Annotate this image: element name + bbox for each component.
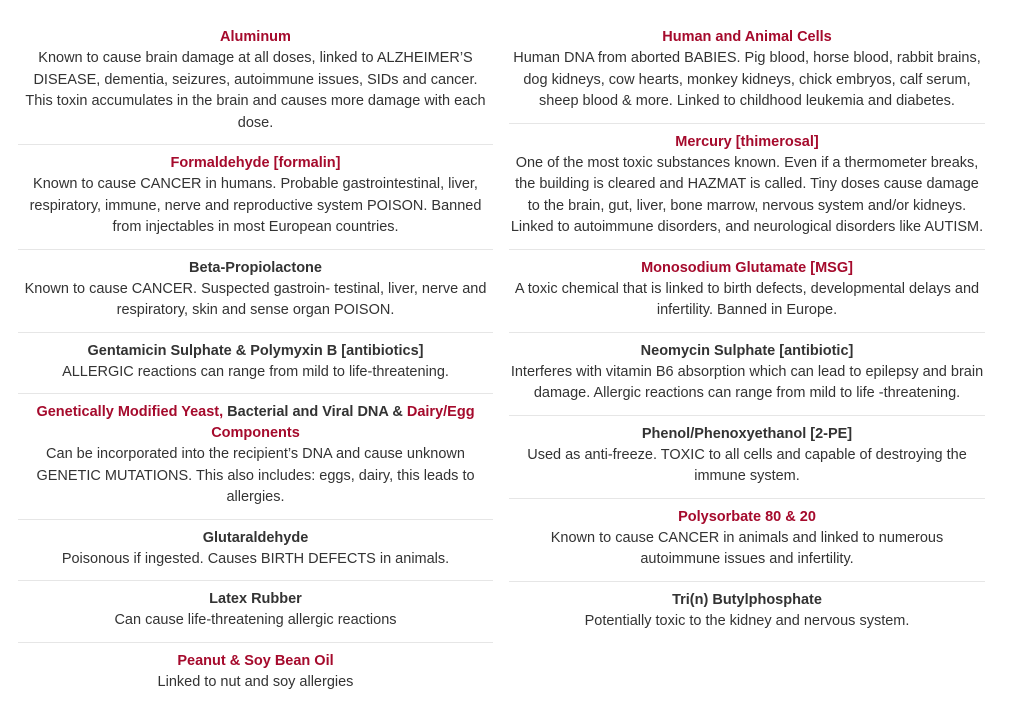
ingredient-description: A toxic chemical that is linked to birth defects, developmental delays and infertility. Banned in Europe. [514, 280, 980, 318]
ingredient-description: Known to cause CANCER. Suspected gastroin- testinal, liver, nerve and respiratory, skin and sense organ POISON. [24, 280, 487, 318]
ingredient-description: Linked to nut and soy allergies [157, 673, 354, 690]
ingredient-description: Potentially toxic to the kidney and nervous system. [584, 612, 910, 629]
ingredient-description: ALLERGIC reactions can range from mild to life-threatening. [62, 363, 449, 380]
title-part-dark: Bacterial and Viral DNA & [223, 404, 407, 420]
ingredient-description: Poisonous if ingested. Causes BIRTH DEFECTS in animals. [61, 550, 450, 567]
ingredient-title: Polysorbate 80 & 20 [678, 508, 816, 525]
ingredient-aluminum [18, 27, 493, 145]
ingredient-title: Human and Animal Cells [662, 29, 832, 45]
ingredient-description: Interferes with vitamin B6 absorption which can lead to epilepsy and brain damage. Allergic reactions can range from mild to life -threatening. [510, 363, 984, 401]
ingredient-phenol [509, 424, 985, 499]
ingredient-neomycin [509, 341, 985, 416]
ingredient-latex-rubber [18, 589, 493, 643]
ingredient-human-animal-cells [509, 27, 985, 124]
ingredient-description: Known to cause CANCER in humans. Probable gastrointestinal, liver, respiratory, immune, nerve and reproductive system POISON. Banned from injectables in most European countries. [29, 176, 482, 235]
ingredient-description: Can cause life-threatening allergic reactions [114, 612, 397, 628]
ingredient-title: Gentamicin Sulphate & Polymyxin B [antibiotics] [87, 342, 424, 359]
ingredient-polysorbate [509, 507, 985, 582]
ingredient-description: Used as anti-freeze. TOXIC to all cells and capable of destroying the immune system. [527, 446, 967, 484]
ingredient-description: Known to cause CANCER in animals and linked to numerous autoimmune issues and infertility. [550, 529, 944, 567]
title-part-red: Dairy/Egg Components [211, 404, 475, 441]
ingredient-beta-propiolactone [18, 258, 493, 333]
ingredient-gentamicin [18, 341, 493, 395]
ingredient-title: Aluminum [220, 29, 291, 45]
ingredient-title: Mercury [thimerosal] [675, 133, 819, 150]
ingredient-msg [509, 258, 985, 333]
ingredient-title [18, 402, 493, 444]
ingredient-formaldehyde [18, 153, 493, 250]
ingredient-title: Formaldehyde [formalin] [170, 155, 341, 171]
title-part-red: Genetically Modified Yeast, [36, 404, 224, 420]
ingredient-description: Known to cause brain damage at all doses, linked to ALZHEIMER’S DISEASE, dementia, seizures, autoimmune issues, SIDs and cancer. This toxin accumulates in the brain and causes more damage with each dose. [25, 50, 486, 131]
ingredient-title: Latex Rubber [209, 591, 302, 607]
ingredient-peanut-soy-oil [18, 651, 493, 704]
ingredient-title: Monosodium Glutamate [MSG] [641, 259, 853, 276]
ingredient-title: Beta-Propiolactone [189, 259, 322, 276]
right-column [509, 27, 985, 650]
ingredient-title: Peanut & Soy Bean Oil [177, 652, 334, 669]
left-column [18, 27, 493, 711]
ingredient-title: Tri(n) Butylphosphate [672, 591, 822, 608]
ingredient-description: Human DNA from aborted BABIES. Pig blood, horse blood, rabbit brains, dog kidneys, cow hearts, monkey kidneys, chick embryos, calf serum, sheep blood & more. Linked to childhood leukemia and diabetes. [513, 50, 981, 109]
ingredient-title: Glutaraldehyde [202, 529, 309, 546]
ingredient-tributylphosphate [509, 590, 985, 643]
ingredient-title: Neomycin Sulphate [antibiotic] [640, 342, 854, 359]
ingredient-gm-yeast-dna-dairy [18, 402, 493, 520]
ingredient-glutaraldehyde [18, 528, 493, 582]
ingredient-mercury [509, 132, 985, 250]
ingredient-description: One of the most toxic substances known. Even if a thermometer breaks, the building is cleared and HAZMAT is called. Tiny doses cause damage to the brain, gut, liver, bone marrow, nervous system and/or kidneys. Linked to autoimmune disorders, and neurological disorders like AUTISM. [510, 154, 984, 235]
ingredient-description: Can be incorporated into the recipient’s DNA and cause unknown GENETIC MUTATIONS. This also includes: eggs, dairy, this leads to allergies. [36, 446, 475, 505]
ingredient-title: Phenol/Phenoxyethanol [2-PE] [641, 425, 853, 442]
